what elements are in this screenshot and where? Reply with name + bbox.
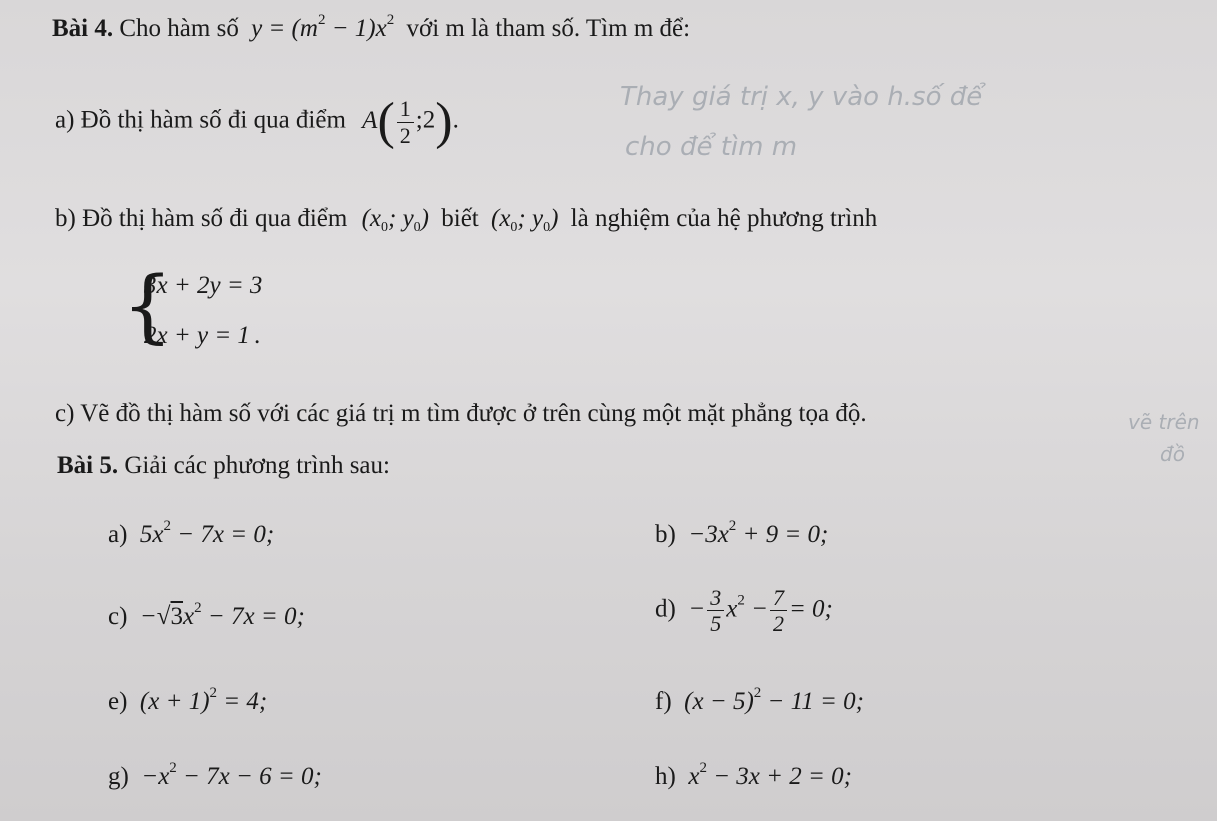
handwritten-note-3: vẽ trên (1128, 410, 1200, 434)
eq-f: f) $(x - 5)^2 - 11 = 0$; (655, 685, 864, 715)
eq-e: e) $(x + 1)^2 = 4$; (108, 685, 268, 715)
bai4-intro-tail: với m là tham số. Tìm m để: (406, 15, 691, 42)
bai4-header (52, 12, 690, 43)
system-eq-1: 3x + 2y = 3 (144, 272, 263, 299)
handwritten-note-1: Thay giá trị x, y vào h.số để (620, 82, 983, 112)
bai4-part-c: c) Vẽ đồ thị hàm số với các giá trị m tìm được ở trên cùng một mặt phẳng tọa độ. (55, 400, 867, 427)
bai4-part-a: a) Đồ thị hàm số đi qua điểm A( $\frac{1}{2}$ ;2). (55, 93, 459, 150)
eq-a: a) $5x^2 - 7x = 0$; (108, 518, 275, 548)
eq-d: d) − $\frac{3}{5}$ $x^2$ − $\frac{7}{2}$ = 0; (655, 585, 833, 637)
eq-g: $g) -x^2 - 7x - 6 = 0$; (108, 760, 322, 790)
eq-h: h) $x^2 - 3x + 2 = 0$; (655, 760, 852, 790)
bai4-b-label: b) Đồ thị hàm số đi qua điểm (55, 205, 348, 232)
bai5-header (57, 452, 390, 480)
bai4-intro: Cho hàm số (119, 15, 239, 42)
point-x0y0: ($x_0$; $y_0$) (361, 205, 429, 235)
handwritten-note-2: cho để tìm m (625, 132, 798, 162)
bai4-function: $y = (m^2 - 1)x^2$ (251, 12, 395, 42)
system-eq-2: 2x + y = 1 . (144, 322, 261, 349)
eq-b: $b) -3x^2 + 9 = 0$; (655, 518, 829, 548)
bai5-title: Bài 5. (57, 452, 119, 479)
bai4-title: Bài 4. (52, 15, 114, 42)
eq-c: $c) -√3x^2 - 7x = 0$; (108, 600, 305, 630)
bai4-part-b: b) Đồ thị hàm số đi qua điểm ($x_0$; $y_0$) biết ($x_0$; $y_0$) là nghiệm của hệ phương trình (55, 205, 878, 235)
handwritten-note-4: đồ (1160, 442, 1185, 466)
bai4-a-label: a) Đồ thị hàm số đi qua điểm (55, 106, 346, 134)
fraction-half: $\frac{1}{2}$ (397, 96, 414, 148)
point-a: A (362, 106, 378, 134)
bai5-intro: Giải các phương trình sau: (124, 452, 390, 479)
system-brace: { (122, 259, 173, 352)
point-x0y0-2: ($x_0$; $y_0$) (491, 205, 559, 235)
